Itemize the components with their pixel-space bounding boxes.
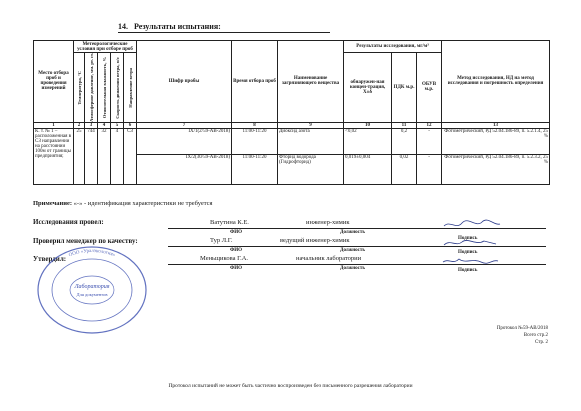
header-place: Место отбора проб и проведения измерений [34, 41, 74, 123]
checked-signature [440, 238, 500, 248]
pressure-cell: 744 [85, 128, 98, 184]
col-number: 10 [344, 122, 392, 128]
time-cell: 11:00-11:20 [232, 154, 278, 184]
signature-caption: Подпись [458, 268, 478, 273]
approved-name: Меньщикова Г.А. [200, 255, 249, 262]
method-cell: Фотометрический, РД 52.04.186-89, п. 5.2.3.2, 25 % [442, 154, 550, 184]
method-cell: Фотометрический, РД 52.04.186-89, п. 5.2.1.4, 25 % [442, 128, 550, 154]
obuv-cell: - [417, 154, 442, 184]
note [33, 200, 213, 207]
temperature-cell: 25 [74, 128, 85, 184]
conducted-name: Ватутина К.Е. [210, 219, 249, 226]
checked-label: Проверил менеджер по качеству: [33, 237, 138, 245]
signature-caption: Подпись [458, 236, 478, 241]
approved-label: Утвердил: [33, 255, 67, 263]
header-wind-direction: Направление ветра [127, 67, 133, 108]
results-table [33, 40, 550, 185]
position-caption: Должность [340, 266, 366, 271]
fio-caption: ФИО [230, 266, 243, 271]
code-cell: IX/1(2/59-АВ-2018) [137, 128, 232, 154]
col-number: 7 [137, 122, 232, 128]
col-number: 5 [111, 122, 124, 128]
col-number: 1 [34, 122, 74, 128]
title-underline [118, 32, 330, 33]
header-method: Метод исследования, НД на метод исследования и погрешность определения [442, 41, 550, 123]
checked-position: ведущий инженер-химик [280, 237, 350, 244]
obuv-cell: - [417, 128, 442, 154]
header-substance: Наименование загрязняющего вещества [278, 41, 344, 123]
approved-signature [440, 256, 500, 266]
col-number: 2 [74, 122, 85, 128]
signature-caption: Подпись [458, 250, 478, 255]
concentration-cell: 0,019±0,004 [344, 154, 392, 184]
checked-name: Тур Л.Г. [210, 237, 233, 244]
svg-text:Для документов: Для документов [76, 292, 108, 297]
col-number: 9 [278, 122, 344, 128]
wind-direction-cell: СЗ [124, 128, 137, 184]
page-number: Стр. 2 [534, 340, 548, 345]
concentration-cell: <0,02 [344, 128, 392, 154]
code-cell: IX/2(30/59-АВ-2018) [137, 154, 232, 184]
conducted-label: Исследования провел: [33, 218, 104, 226]
col-number: 11 [392, 122, 417, 128]
header-wind-speed: Скорость движения ветра, м/с [114, 56, 120, 119]
conducted-position: инженер-химик [306, 219, 350, 226]
pdk-cell: 0,02 [392, 154, 417, 184]
laboratory-stamp [36, 245, 148, 335]
substance-cell: Диоксид азота [278, 128, 344, 154]
substance-cell: Фторид водорода (Гидрофторид) [278, 154, 344, 184]
approved-position: начальник лаборатории [296, 255, 362, 262]
header-temperature: Температура, °С [76, 70, 82, 105]
wind-speed-cell: 4 [111, 128, 124, 184]
section-title-text: Результаты испытания: [134, 22, 221, 31]
svg-text:ООО «Уралэкология»: ООО «Уралэкология» [68, 248, 116, 259]
position-caption: Должность [340, 248, 366, 253]
col-number: 6 [124, 122, 137, 128]
header-pressure: Атмосферное давление, мм. рт. ст. [88, 53, 94, 122]
header-concentration: обнаружен-ная концен-трация, Х±δ [344, 53, 392, 123]
table-row [34, 128, 550, 154]
humidity-cell: 32 [98, 128, 111, 184]
protocol-number: Протокол №59-АВ/2018 [496, 326, 548, 331]
header-code: Шифр пробы [137, 41, 232, 123]
total-pages: Всего стр.2 [523, 333, 548, 338]
time-cell: 11:00-11:20 [232, 128, 278, 154]
col-number: 3 [85, 122, 98, 128]
position-caption: Должность [340, 230, 366, 235]
header-pdk: ПДК м.р. [392, 53, 417, 123]
col-number: 12 [417, 122, 442, 128]
note-label: Примечание: [33, 200, 73, 207]
section-title [118, 22, 221, 31]
header-meteo: Метеорологические условия при отборе проб [74, 41, 137, 53]
pdk-cell: 0,2 [392, 128, 417, 154]
section-number: 14. [118, 22, 128, 31]
footer-note: Протокол испытаний не может быть частично воспроизведен без письменного разрешения лаборатории [168, 383, 413, 389]
fio-caption: ФИО [230, 230, 243, 235]
col-number: 4 [98, 122, 111, 128]
place-cell: К. т. № 1 – расположенная в СЗ направлении на расстоянии 100м от границы предприятия; [34, 128, 74, 184]
svg-text:Лаборатория: Лаборатория [74, 284, 110, 290]
col-number: 13 [442, 122, 550, 128]
conducted-signature [442, 218, 502, 230]
fio-caption: ФИО [230, 248, 243, 253]
header-humidity: Относительная влажность, % [101, 56, 107, 119]
header-obuv: ОБУВ м.р. [417, 53, 442, 123]
note-text: «-» - идентификация характеристики не требуется [73, 200, 213, 207]
header-results: Результаты исследования, мг/м³ [344, 41, 442, 53]
header-time: Время отбора проб [232, 41, 278, 123]
col-number: 8 [232, 122, 278, 128]
